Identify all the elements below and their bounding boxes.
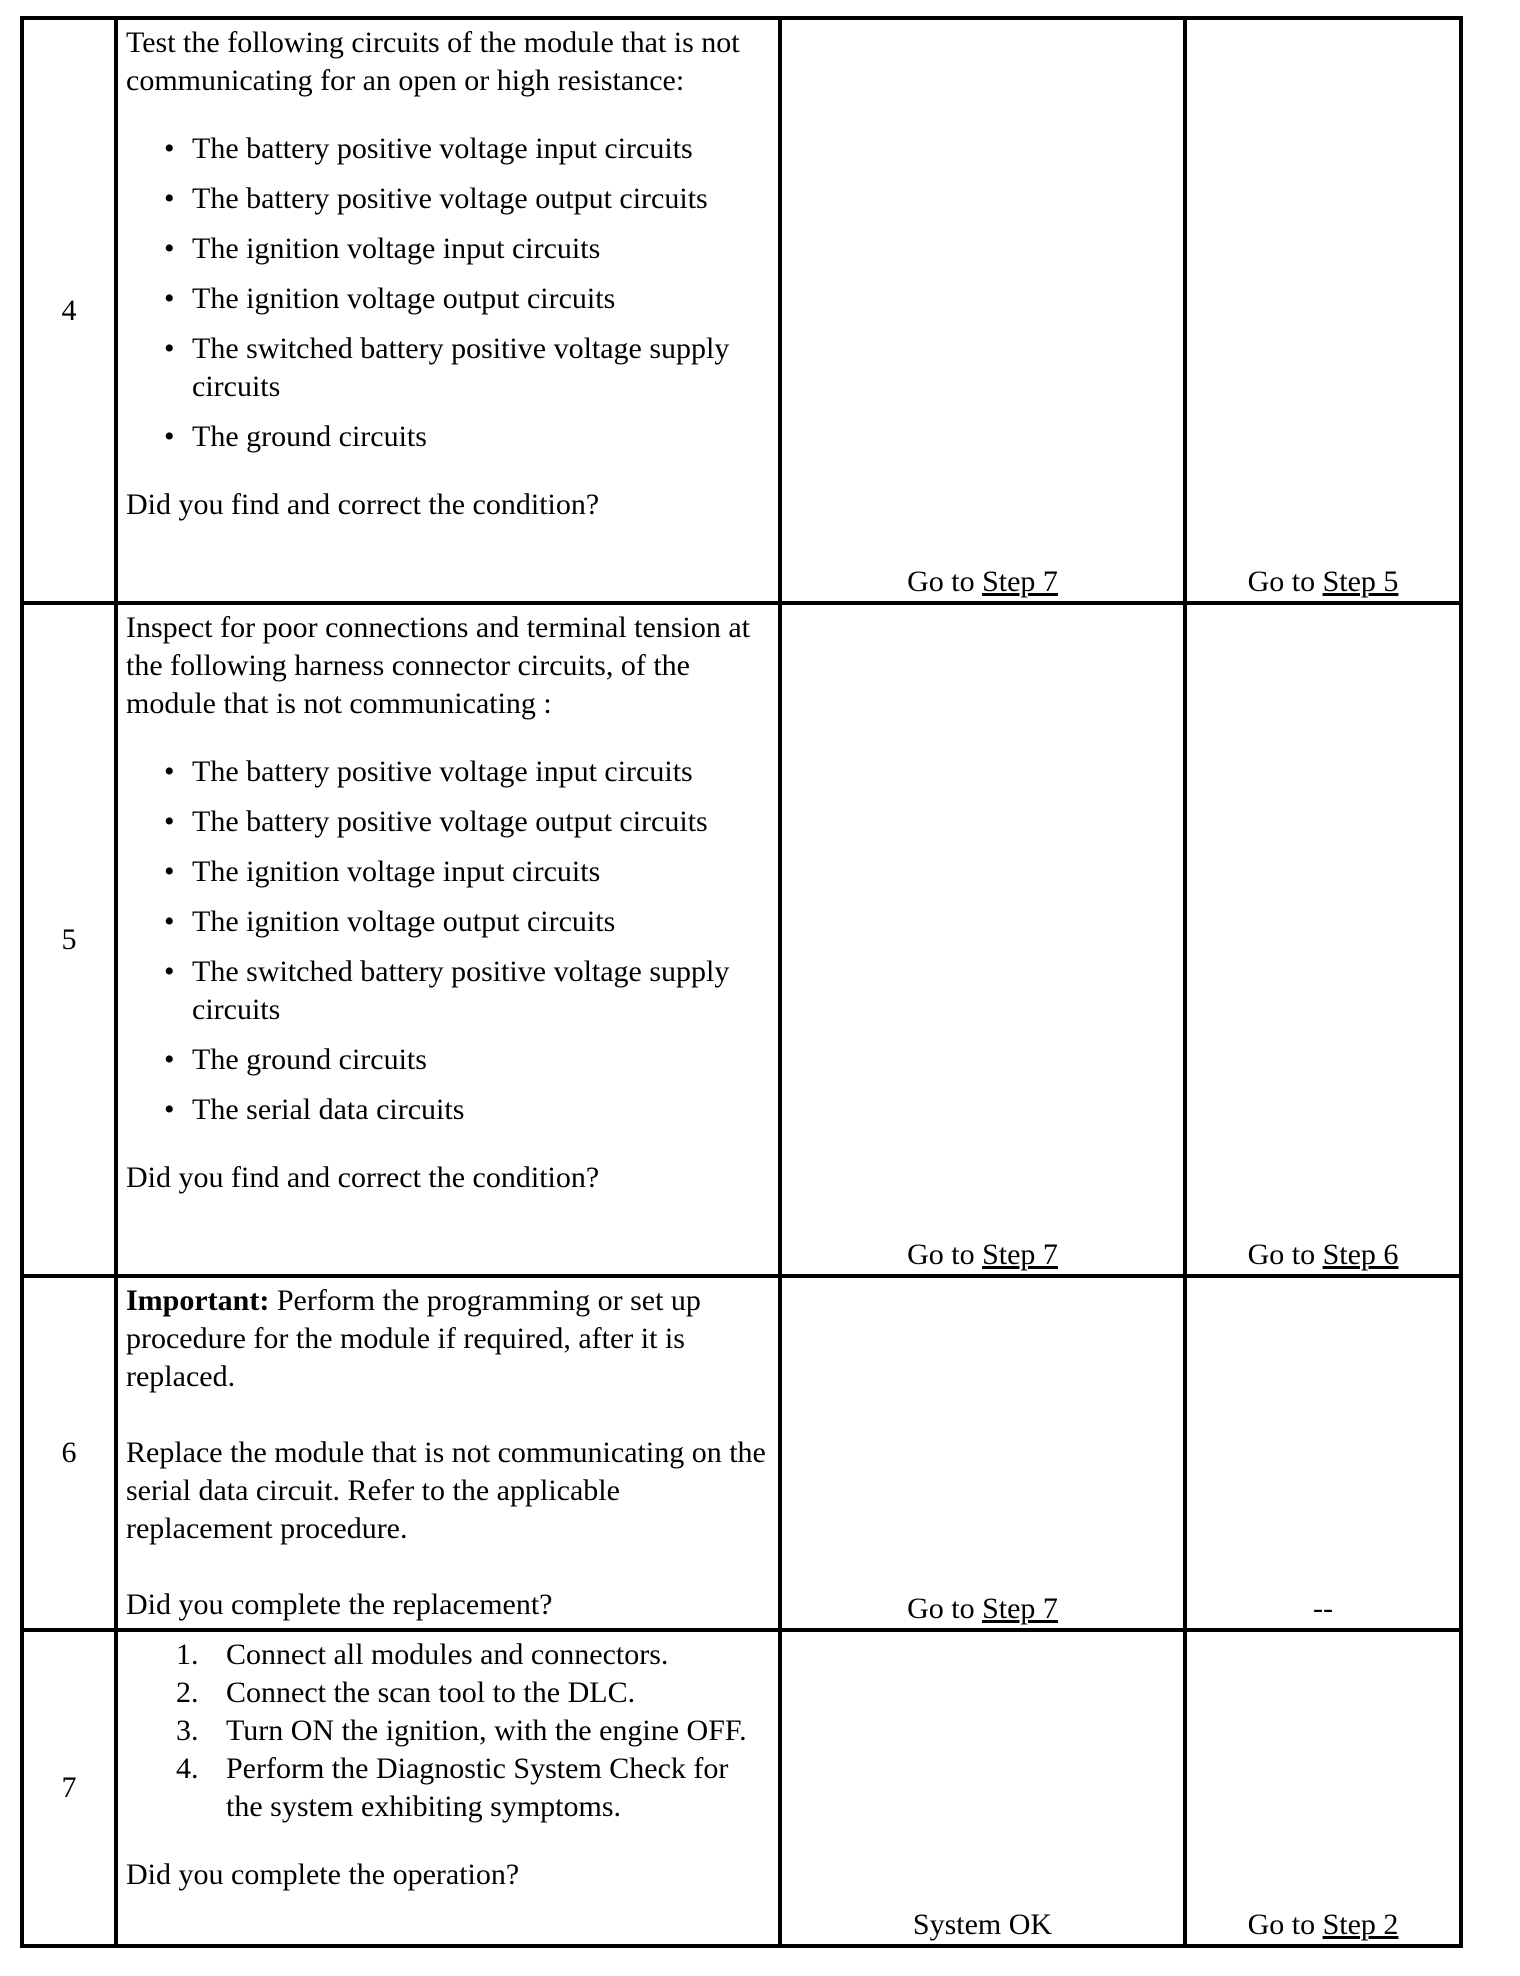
bullet-icon: • <box>164 282 175 315</box>
list-item <box>126 1674 772 1712</box>
bullet-icon: • <box>164 1093 175 1126</box>
list-item <box>126 753 772 791</box>
list-item-text: The battery positive voltage input circuits <box>192 755 693 788</box>
list-item <box>126 130 772 168</box>
bullet-icon: • <box>164 132 175 165</box>
goto-step-link[interactable]: Step 7 <box>982 1238 1058 1271</box>
goto-prefix: Go to <box>1247 565 1323 598</box>
step-row-7 <box>22 1630 1461 1946</box>
goto-step-link[interactable]: Step 6 <box>1322 1238 1399 1271</box>
list-item <box>126 1636 772 1674</box>
list-item <box>126 1041 772 1079</box>
goto-prefix: Go to <box>1247 1908 1323 1941</box>
step-number: 6 <box>22 1276 116 1630</box>
no-result-cell: -- <box>1185 1276 1461 1630</box>
diagnostic-steps-table <box>20 16 1463 1948</box>
bullet-icon: • <box>164 755 175 788</box>
list-item <box>126 1091 772 1129</box>
action-intro: Inspect for poor connections and terminal tension at the following harness connector circuits, of the module that is not communicating : <box>126 611 750 720</box>
list-item <box>126 418 772 456</box>
list-item-text: The ignition voltage input circuits <box>192 855 601 888</box>
bullet-icon: • <box>164 805 175 838</box>
goto-step-link[interactable]: Step 5 <box>1322 565 1399 598</box>
step-number: 5 <box>22 603 116 1276</box>
step-row-4 <box>22 18 1461 603</box>
goto-prefix: Go to <box>1247 1238 1323 1271</box>
list-item-text: The serial data circuits <box>192 1093 465 1126</box>
procedure-list <box>126 1636 772 1826</box>
action-paragraph: Replace the module that is not communicating on the serial data circuit. Refer to the applicable replacement procedure. <box>126 1436 766 1545</box>
action-intro: Test the following circuits of the module that is not communicating for an open or high resistance: <box>126 26 740 97</box>
bullet-icon: • <box>164 332 175 365</box>
bullet-icon: • <box>164 905 175 938</box>
goto-step-link[interactable]: Step 7 <box>982 1592 1058 1625</box>
list-item <box>126 330 772 406</box>
list-item-text: Connect all modules and connectors. <box>226 1638 669 1671</box>
list-item <box>126 903 772 941</box>
list-item <box>126 803 772 841</box>
list-item-text: The switched battery positive voltage supply circuits <box>192 955 730 1026</box>
no-result-cell <box>1185 603 1461 1276</box>
yes-result-cell <box>780 1276 1185 1630</box>
no-result-cell <box>1185 18 1461 603</box>
yes-result-cell <box>780 18 1185 603</box>
list-item-text: The switched battery positive voltage supply circuits <box>192 332 730 403</box>
list-item-text: The battery positive voltage output circuits <box>192 805 708 838</box>
list-item <box>126 953 772 1029</box>
list-number: 1. <box>176 1638 199 1671</box>
list-item <box>126 180 772 218</box>
action-cell <box>116 18 780 603</box>
list-item-text: The ground circuits <box>192 420 427 453</box>
list-item-text: The ignition voltage output circuits <box>192 282 616 315</box>
step-question: Did you complete the replacement? <box>126 1588 553 1621</box>
step-number: 7 <box>22 1630 116 1946</box>
circuit-list <box>126 130 772 456</box>
no-result-cell <box>1185 1630 1461 1946</box>
bullet-icon: • <box>164 182 175 215</box>
list-item <box>126 230 772 268</box>
action-cell <box>116 1276 780 1630</box>
bullet-icon: • <box>164 855 175 888</box>
list-number: 2. <box>176 1676 199 1709</box>
list-item-text: Perform the Diagnostic System Check for the system exhibiting symptoms. <box>226 1752 729 1823</box>
important-text: Perform the programming or set up procedure for the module if required, after it is replaced. <box>126 1284 701 1393</box>
yes-result-cell: System OK <box>780 1630 1185 1946</box>
important-label: Important: <box>126 1284 270 1317</box>
list-number: 4. <box>176 1752 199 1785</box>
list-item-text: Turn ON the ignition, with the engine OFF. <box>226 1714 747 1747</box>
important-note <box>126 1282 772 1396</box>
goto-step-link[interactable]: Step 2 <box>1322 1908 1399 1941</box>
bullet-icon: • <box>164 955 175 988</box>
action-cell <box>116 603 780 1276</box>
yes-result-cell <box>780 603 1185 1276</box>
list-item <box>126 1712 772 1750</box>
list-item-text: The ignition voltage output circuits <box>192 905 616 938</box>
goto-prefix: Go to <box>907 565 983 598</box>
bullet-icon: • <box>164 232 175 265</box>
bullet-icon: • <box>164 1043 175 1076</box>
goto-step-link[interactable]: Step 7 <box>982 565 1058 598</box>
list-item <box>126 853 772 891</box>
list-item-text: Connect the scan tool to the DLC. <box>226 1676 636 1709</box>
step-question: Did you find and correct the condition? <box>126 488 600 521</box>
step-question: Did you complete the operation? <box>126 1858 520 1891</box>
step-row-5 <box>22 603 1461 1276</box>
list-item-text: The ignition voltage input circuits <box>192 232 601 265</box>
bullet-icon: • <box>164 420 175 453</box>
list-item <box>126 280 772 318</box>
list-item-text: The battery positive voltage input circuits <box>192 132 693 165</box>
step-question: Did you find and correct the condition? <box>126 1161 600 1194</box>
circuit-list <box>126 753 772 1129</box>
action-cell <box>116 1630 780 1946</box>
step-number: 4 <box>22 18 116 603</box>
list-number: 3. <box>176 1714 199 1747</box>
step-row-6 <box>22 1276 1461 1630</box>
goto-prefix: Go to <box>907 1238 983 1271</box>
list-item-text: The battery positive voltage output circuits <box>192 182 708 215</box>
goto-prefix: Go to <box>907 1592 983 1625</box>
list-item-text: The ground circuits <box>192 1043 427 1076</box>
list-item <box>126 1750 772 1826</box>
